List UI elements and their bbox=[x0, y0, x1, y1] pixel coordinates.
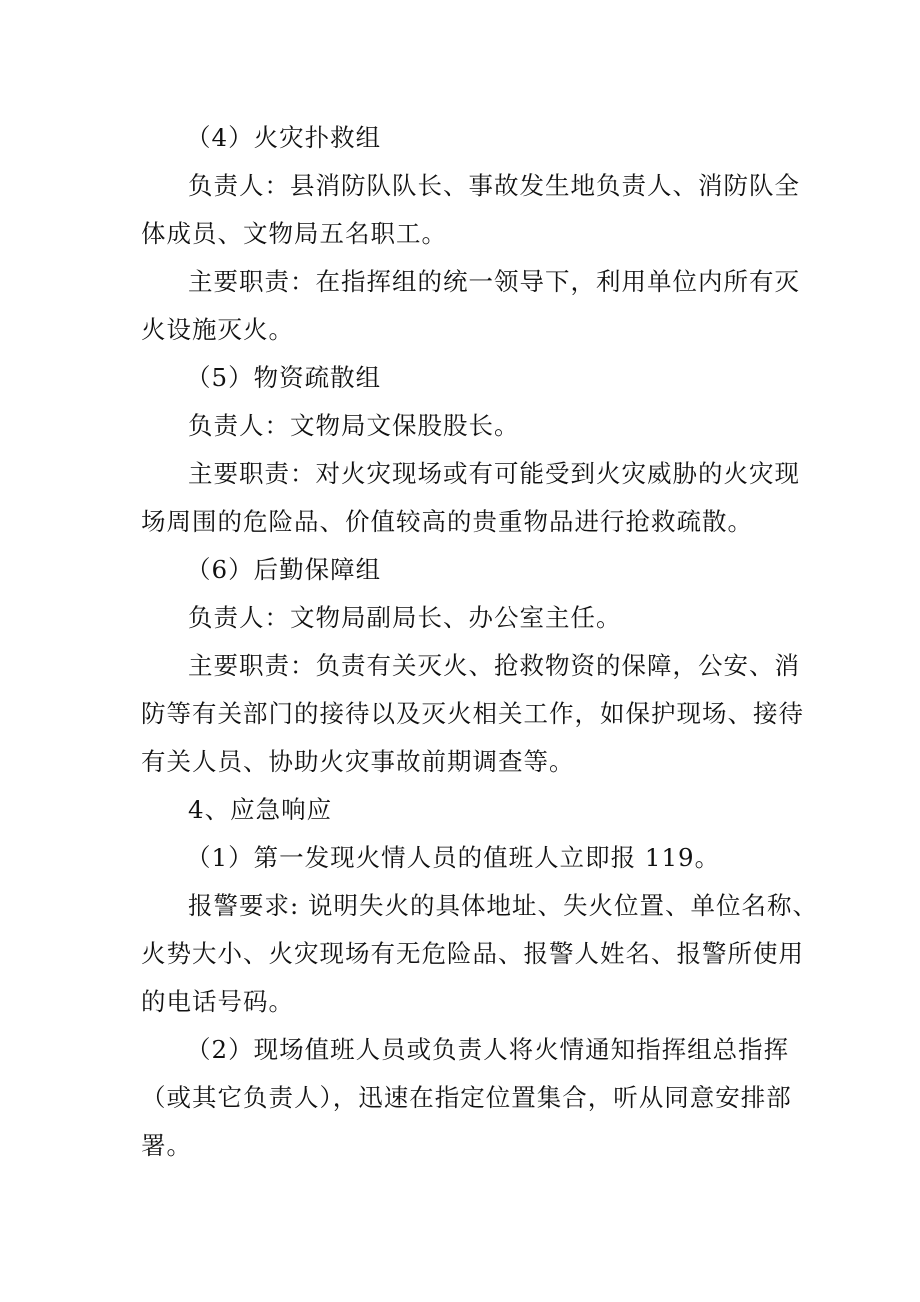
paragraph-line: 负责人：文物局副局长、办公室主任。 bbox=[188, 603, 622, 632]
paragraph-line: 场周围的危险品、价值较高的贵重物品进行抢救疏散。 bbox=[141, 507, 753, 536]
paragraph-line: 防等有关部门的接待以及灭火相关工作，如保护现场、接待 bbox=[141, 699, 804, 728]
section-heading-material-evacuation: （5）物资疏散组 bbox=[186, 363, 382, 392]
paragraph-line: （或其它负责人），迅速在指定位置集合，听从同意安排部 bbox=[141, 1083, 792, 1112]
paragraph-line: 负责人：县消防队队长、事故发生地负责人、消防队全 bbox=[188, 171, 800, 200]
paragraph-line: 有关人员、协助火灾事故前期调查等。 bbox=[141, 747, 575, 776]
paragraph-line: （2）现场值班人员或负责人将火情通知指挥组总指挥 bbox=[186, 1035, 790, 1064]
section-heading-logistics: （6）后勤保障组 bbox=[186, 555, 382, 584]
paragraph-line: 主要职责：在指挥组的统一领导下，利用单位内所有灭 bbox=[188, 267, 800, 296]
paragraph-line: 的电话号码。 bbox=[141, 987, 294, 1016]
paragraph-line: 火设施灭火。 bbox=[141, 315, 294, 344]
paragraph-line: 主要职责：对火灾现场或有可能受到火灾威胁的火灾现 bbox=[188, 459, 800, 488]
section-heading-emergency-response: 4、应急响应 bbox=[188, 795, 333, 824]
paragraph-line: 体成员、文物局五名职工。 bbox=[141, 219, 447, 248]
paragraph-line: 负责人：文物局文保股股长。 bbox=[188, 411, 520, 440]
paragraph-line: 署。 bbox=[141, 1131, 192, 1160]
section-heading-fire-fighting: （4）火灾扑救组 bbox=[186, 123, 382, 152]
paragraph-line: （1）第一发现火情人员的值班人立即报 119。 bbox=[186, 843, 721, 872]
paragraph-line: 火势大小、火灾现场有无危险品、报警人姓名、报警所使用 bbox=[141, 939, 804, 968]
paragraph-line: 报警要求: 说明失火的具体地址、失火位置、单位名称、 bbox=[188, 891, 819, 920]
paragraph-line: 主要职责：负责有关灭火、抢救物资的保障，公安、消 bbox=[188, 651, 800, 680]
